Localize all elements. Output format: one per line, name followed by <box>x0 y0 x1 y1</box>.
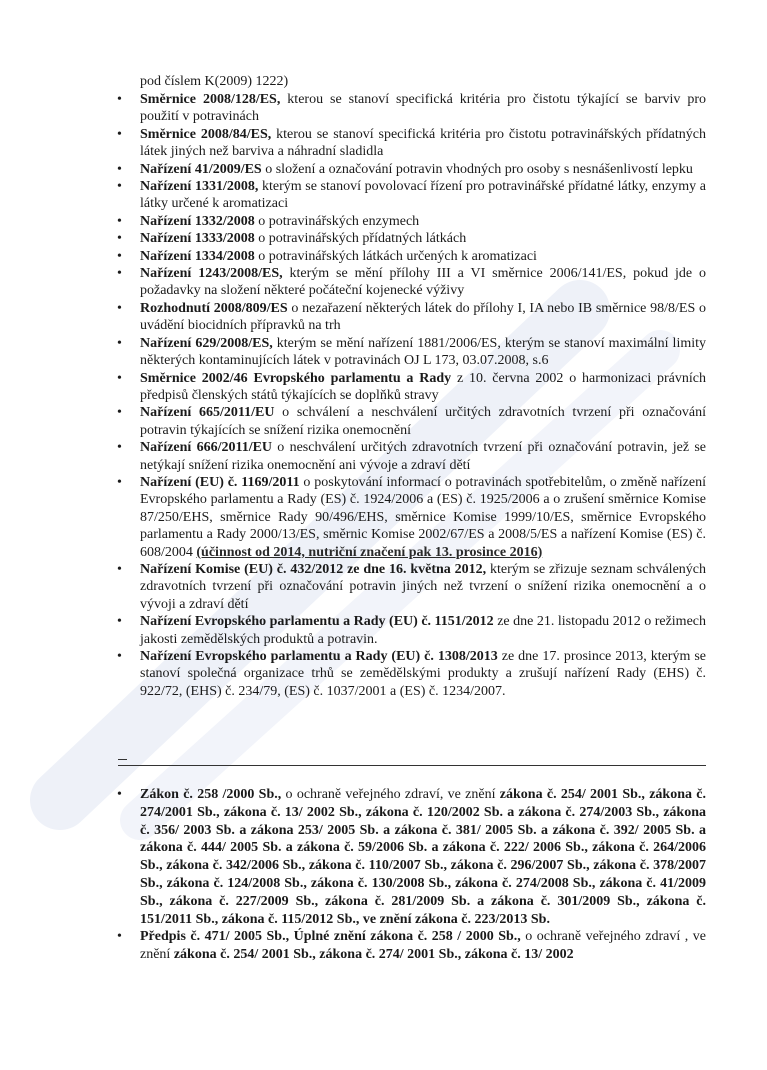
list-item <box>140 613 706 648</box>
czech-laws-list <box>140 786 706 964</box>
intro-line: pod číslem K(2009) 1222) <box>140 74 289 89</box>
item-title: Předpis č. 471/ 2005 Sb., Úplné znění zákona č. 258 / 2000 Sb., <box>140 929 521 945</box>
item-text: o potravinářských přídatných látkách <box>254 231 467 247</box>
divider-tick <box>118 759 127 760</box>
list-item <box>140 161 706 178</box>
item-title: Nařízení Komise (EU) č. 432/2012 ze dne 16. května 2012, <box>140 561 487 577</box>
section-divider <box>118 765 706 766</box>
item-title: Zákon č. 258 /2000 Sb., <box>140 787 282 802</box>
list-item <box>140 178 706 213</box>
item-title: Nařízení 1333/2008 <box>140 231 255 247</box>
list-item <box>140 126 706 161</box>
item-title: Nařízení 629/2008/ES, <box>140 335 273 351</box>
item-amendments: zákona č. 254/ 2001 Sb., zákona č. 274/ 2001 Sb., zákona č. 13/ 2002 <box>173 947 574 963</box>
item-title: Nařízení 1334/2008 <box>140 248 255 264</box>
item-text: o ochraně veřejného zdraví , ve znění <box>140 929 706 963</box>
item-title: Nařízení 1332/2008 <box>140 213 255 229</box>
item-title: Nařízení 1331/2008, <box>140 179 259 195</box>
item-text: kterým se mění přílohy III a VI směrnice 2006/141/ES, pokud jde o požadavky na složení některé počáteční kojenecké výživy <box>140 266 706 299</box>
list-item <box>140 300 706 335</box>
item-text: o neschválení určitých zdravotních tvrzení při označování potravin, jež se netýkají snížení rizika onemocnění ani vývoje a zdraví dětí <box>140 440 706 473</box>
item-title: Nařízení Evropského parlamentu a Rady (EU) č. 1151/2012 <box>140 614 494 630</box>
item-text: o potravinářských enzymech <box>254 213 420 229</box>
list-item <box>140 91 706 126</box>
item-text: kterým se zřizuje seznam schválených zdravotních tvrzení při označování potravin jiných než tvrzení o snížení rizika onemocnění a o vývoji a zdraví dětí <box>140 561 706 612</box>
item-title: Směrnice 2008/84/ES, <box>140 126 272 142</box>
item-title: Směrnice 2002/46 Evropského parlamentu a Rady <box>140 370 452 386</box>
item-text: o složení a označování potravin vhodných pro osoby s nesnášenlivostí lepku <box>261 161 693 177</box>
item-text: o poskytování informací o potravinách spotřebitelům, o změně nařízení Evropského parlamentu a Rady (ES) č. 1924/2006 a (ES) č. 1925/2006 a o zrušení směrnice Komise 87/250/EHS, směrnice Rady 90/496/EHS, směrnice Komise 1999/10/ES, směrnice Evropského parlamentu a Rady 2000/13/ES, směrnic Komise 2002/67/ES a 2008/5/ES a nařízení Komise (ES) č. 608/2004 <box>140 474 707 560</box>
item-text: ze dne 21. listopadu 2012 o režimech jakosti zemědělských produktů a potravin. <box>140 614 706 647</box>
item-text: kterou se stanoví specifická kritéria pro čistotu potravinářských přídatných látek jiných než barviva a náhradní sladidla <box>140 126 706 160</box>
item-title: Rozhodnutí 2008/809/ES <box>140 300 288 316</box>
item-title: Nařízení (EU) č. 1169/2011 <box>140 474 300 490</box>
item-text: o ochraně veřejného zdraví, ve znění <box>281 787 500 802</box>
item-text: z 10. června 2002 o harmonizaci právních předpisů členských států týkajících se doplňků stravy <box>140 370 706 403</box>
list-item <box>140 248 706 265</box>
item-title: Nařízení 666/2011/EU <box>140 440 273 456</box>
list-item <box>140 561 706 613</box>
list-item <box>140 786 706 928</box>
effectiveness-note: (účinnost od 2014, nutriční značení pak 13. prosince 2016) <box>196 544 543 560</box>
item-text: kterou se stanoví specifická kritéria pro čistotu týkající se barviv pro použití v potravinách <box>140 92 706 125</box>
item-title: Nařízení 665/2011/EU <box>140 405 275 421</box>
list-item <box>140 213 706 230</box>
item-text: o nezařazení některých látek do přílohy I, IA nebo IB směrnice 98/8/ES o uvádění biocidních přípravků na trh <box>140 300 706 334</box>
eu-regulations-list <box>140 91 706 700</box>
list-item <box>140 648 706 700</box>
item-title: Nařízení Evropského parlamentu a Rady (EU) č. 1308/2013 <box>140 649 498 664</box>
item-text: o potravinářských látkách určených k aromatizaci <box>254 248 537 264</box>
item-text: o schválení a neschválení určitých zdravotních tvrzení při označování potravin týkajících se snížení rizika onemocnění <box>140 405 706 438</box>
item-text: ze dne 17. prosince 2013, kterým se stanoví společná organizace trhů se zemědělskými produkty a zrušují nařízení Rady (EHS) č. 922/72, (EHS) č. 234/79, (ES) č. 1037/2001 a (ES) č. 1234/2007. <box>140 649 706 699</box>
list-item <box>140 928 706 964</box>
list-item <box>140 474 706 561</box>
list-item <box>140 404 706 439</box>
item-title: Nařízení 41/2009/ES <box>140 161 262 177</box>
list-item <box>140 230 706 247</box>
item-amendments: zákona č. 254/ 2001 Sb., zákona č. 274/2001 Sb., zákona č. 13/ 2002 Sb., zákona č. 120/2002 Sb. a zákona č. 274/2003 Sb., zákona č. 356/ 2003 Sb. a zákona 253/ 2005 Sb. a zákona č. 381/ 2005 Sb. a zákona č. 392/ 2005 Sb. a zákona č. 444/ 2005 Sb. a zákona č. 59/2006 Sb. a zákona č. 222/ 2006 Sb., zákona č. 264/2006 Sb., zákona č. 342/2006 Sb., zákona č. 110/2007 Sb., zákona č. 296/2007 Sb., zákona č. 378/2007 Sb., zákona č. 124/2008 Sb., zákona č. 130/2008 Sb., zákona č. 274/2008 Sb., zákona č. 41/2009 Sb., zákona č. 227/2009 Sb., zákona č. 281/2009 Sb. a zákona č. 301/2009 Sb., zákona č. 151/2011 Sb., zákona č. 115/2012 Sb., ve znění zákona č. 223/2013 Sb. <box>140 787 706 927</box>
item-title: Nařízení 1243/2008/ES, <box>140 266 283 282</box>
list-item <box>140 265 706 300</box>
list-item <box>140 439 706 474</box>
item-text: kterým se mění nařízení 1881/2006/ES, kterým se stanoví maximální limity některých kontaminujících látek v potravinách OJ L 173, 03.07.2008, s.6 <box>140 335 706 369</box>
list-item <box>140 335 706 370</box>
item-text: kterým se stanoví povolovací řízení pro potravinářské přídatné látky, enzymy a látky určené k aromatizaci <box>140 179 706 212</box>
list-item <box>140 370 706 405</box>
item-title: Směrnice 2008/128/ES, <box>140 92 281 107</box>
